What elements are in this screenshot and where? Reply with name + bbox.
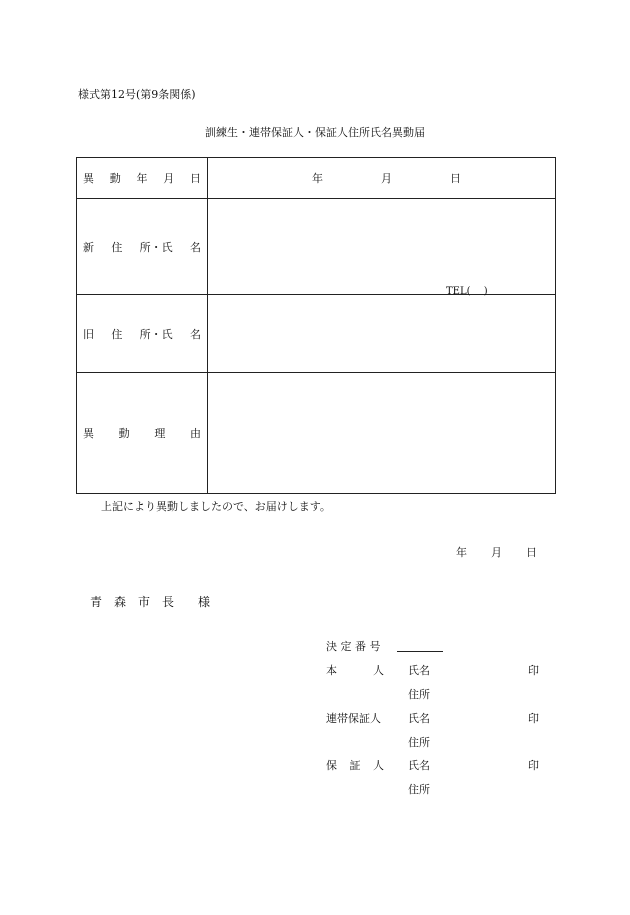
decision-number-label: 決 定 番 号 xyxy=(326,640,381,653)
old-label-part: 住 xyxy=(111,327,123,341)
joint-address-label: 住所 xyxy=(408,736,430,749)
addressee: 青 森 市 長 様 xyxy=(90,595,211,609)
submit-date xyxy=(456,544,537,560)
submit-year-label: 年 xyxy=(456,546,467,559)
old-address-input-cell[interactable] xyxy=(208,295,556,373)
new-label-part: 住 xyxy=(111,240,123,254)
decision-number-line[interactable] xyxy=(397,651,443,652)
reason-label-char: 由 xyxy=(189,427,201,440)
guarantor-address-label: 住所 xyxy=(408,783,430,796)
reason-label-cell xyxy=(77,373,208,494)
self-name-label: 氏名 xyxy=(408,664,430,677)
date-month-label: 月 xyxy=(381,172,392,185)
self-seal: 印 xyxy=(528,664,539,677)
new-address-input-cell[interactable] xyxy=(208,199,556,295)
date-input-cell[interactable] xyxy=(208,158,556,199)
form-table xyxy=(76,157,556,494)
date-label-char: 動 xyxy=(109,172,121,185)
date-label-char: 異 xyxy=(83,172,94,185)
joint-name-label: 氏名 xyxy=(408,712,430,725)
form-number: 様式第12号(第9条関係) xyxy=(78,88,196,101)
new-label-part: 名 xyxy=(189,240,201,254)
date-label-cell xyxy=(77,158,208,199)
guarantor-name-label: 氏名 xyxy=(408,759,430,772)
date-year-label: 年 xyxy=(312,172,323,185)
joint-guarantor-label: 連帯保証人 xyxy=(326,712,381,725)
guarantor-label-char: 証 xyxy=(349,759,361,772)
self-label xyxy=(326,662,384,678)
form-title: 訓練生・連帯保証人・保証人住所氏名異動届 xyxy=(205,126,425,139)
guarantor-seal: 印 xyxy=(528,759,539,772)
date-label-char: 日 xyxy=(190,172,201,185)
self-address-label: 住所 xyxy=(408,688,430,701)
guarantor-label-char: 保 xyxy=(326,759,337,772)
old-label-part: 所・氏 xyxy=(139,327,173,341)
guarantor-label xyxy=(326,757,384,773)
submit-day-label: 日 xyxy=(526,546,537,559)
new-label-part: 所・氏 xyxy=(139,240,173,254)
reason-label-char: 理 xyxy=(154,427,166,440)
new-label-part: 新 xyxy=(83,240,94,254)
date-label-char: 月 xyxy=(163,172,175,185)
old-address-label-cell xyxy=(77,295,208,373)
new-address-label-cell xyxy=(77,199,208,295)
old-label-part: 名 xyxy=(189,327,201,341)
old-label-part: 旧 xyxy=(83,327,94,341)
self-label-char: 本 xyxy=(326,664,337,677)
joint-seal: 印 xyxy=(528,712,539,725)
reason-label-char: 動 xyxy=(118,427,130,440)
date-day-label: 日 xyxy=(450,172,461,185)
reason-input-cell[interactable] xyxy=(208,373,556,494)
tel-label: TEL( ) xyxy=(446,286,488,297)
notice-text: 上記により異動しましたので、お届けします。 xyxy=(101,500,331,513)
reason-label-char: 異 xyxy=(83,427,94,440)
self-label-char: 人 xyxy=(373,664,384,677)
date-label-char: 年 xyxy=(136,172,148,185)
submit-month-label: 月 xyxy=(491,546,502,559)
guarantor-label-char: 人 xyxy=(373,759,384,772)
